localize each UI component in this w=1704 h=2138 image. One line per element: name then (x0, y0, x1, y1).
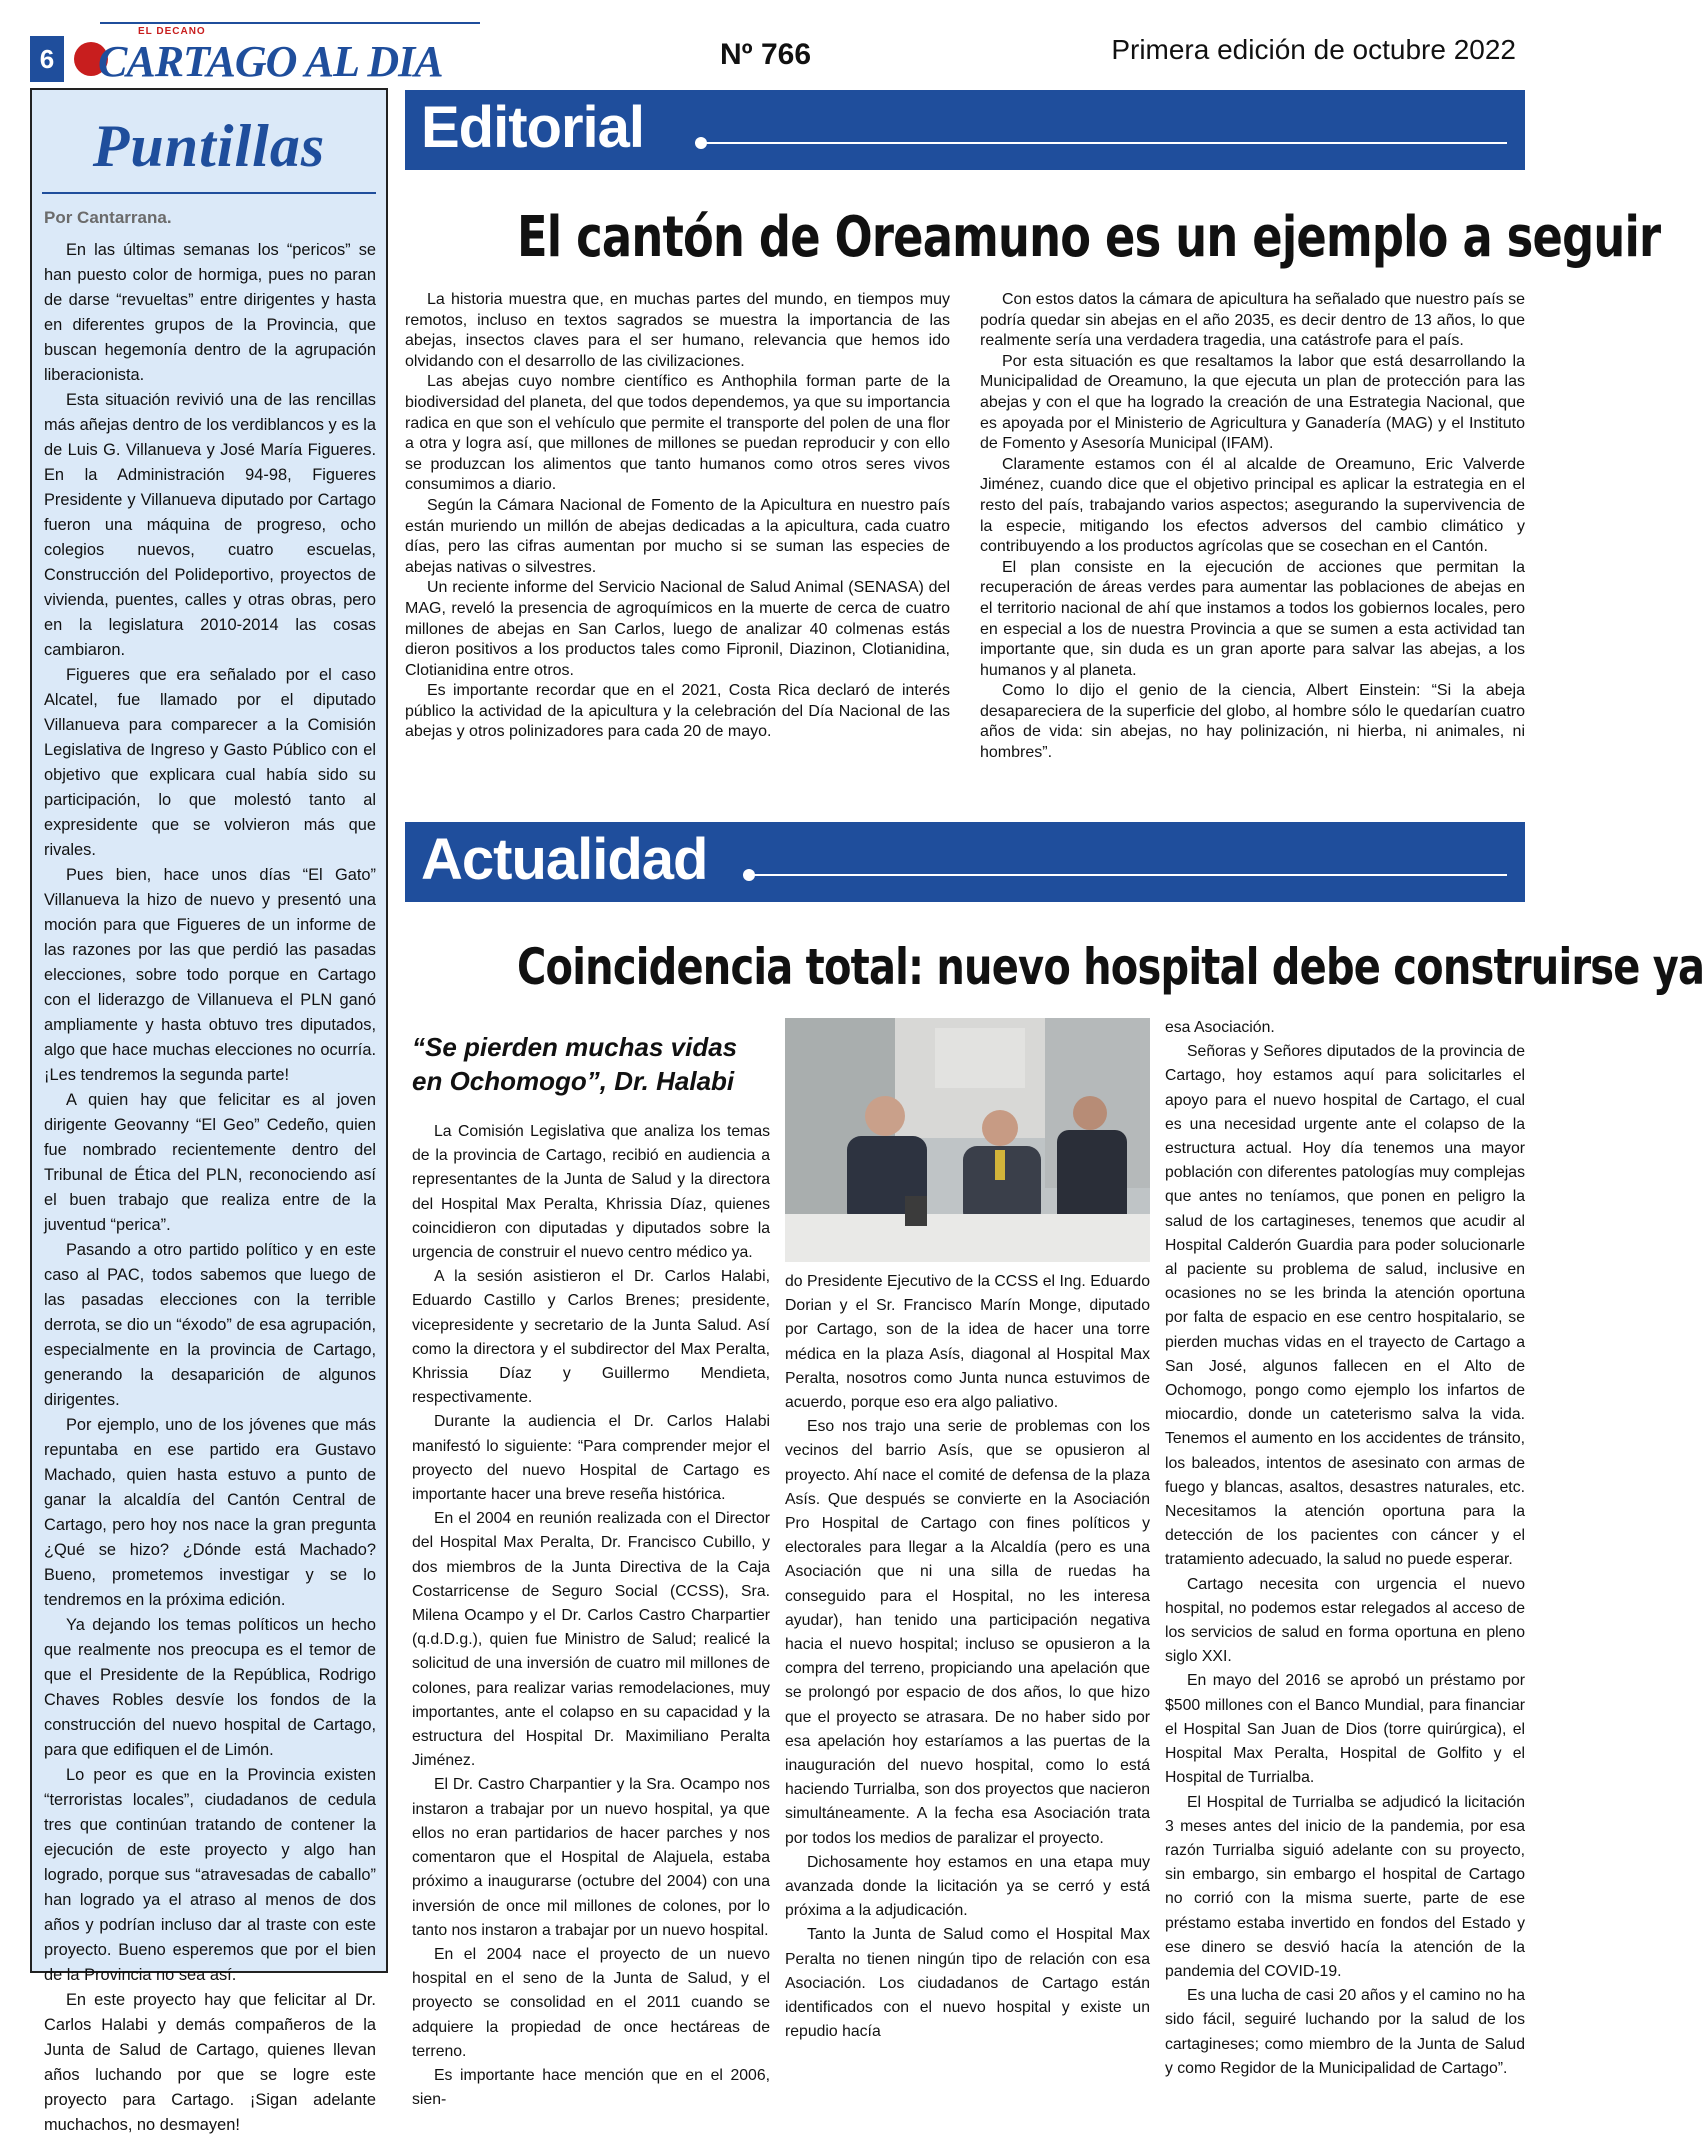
actualidad-paragraph: En mayo del 2016 se aprobó un préstamo por $500 millones con el Banco Mundial, para financiar el Hospital San Juan de Dios (torre quirúrgica), el Hospital Max Peralta, Hospital de Golfito y el Hospital de Turrialba. (1165, 1672, 1525, 1787)
editorial-column-2 (980, 290, 1525, 764)
editorial-section-label: Editorial (421, 95, 645, 160)
logo-tagline: EL DECANO (138, 26, 206, 37)
puntillas-column (30, 88, 388, 2134)
editorial-paragraph: Es importante recordar que en el 2021, Costa Rica declaró de interés público la actividad de la apicultura y la celebración del Día Nacional de las abejas y otros polinizadores para cada 20 de mayo. (405, 682, 950, 741)
actualidad-column-2 (785, 1270, 1150, 2045)
editorial-paragraph: Claramente estamos con él al alcalde de Oreamuno, Eric Valverde Jiménez, cuando dice que el objetivo principal es aplicar la estrategia en el resto del país, trabajando varios aspectos; asegurando la supervivencia de la especie, mitigando los efectos adversos del cambio climático y contribuyendo a los productos agrícolas que se cosechan en el Cantón. (980, 455, 1525, 556)
actualidad-paragraph: Cartago necesita con urgencia el nuevo hospital, no podemos estar relegados al acceso de los servicios de salud en forma oportuna en pleno siglo XXI. (1165, 1575, 1525, 1666)
actualidad-paragraph: A la sesión asistieron el Dr. Carlos Halabi, Eduardo Castillo y Carlos Brenes; presidente, vicepresidente y secretario de la Junta Salud. Así como la directora y el subdirector del Max Peralta, Khrissia Díaz y Guillermo Mendieta, respectivamente. (412, 1268, 770, 1407)
editorial-paragraph: Por esta situación es que resaltamos la labor que está desarrollando la Municipalidad de Oreamuno, la que ejecuta un plan de protección para las abejas y con el que ha logrado la creación de una Estrategia Nacional, que es apoyada por el Ministerio de Agricultura y Ganadería (MAG) y el Instituto de Fomento y Asesoría Municipal (IFAM). (980, 352, 1525, 453)
edition-date: Primera edición de octubre 2022 (1111, 34, 1516, 65)
actualidad-section-label: Actualidad (421, 827, 708, 892)
page-number: 6 (30, 36, 64, 82)
actualidad-paragraph: Es una lucha de casi 20 años y el camino no ha sido fácil, seguiré luchando por la salud de los cartagineses; como miembro de la Junta de Salud y como Regidor de la Municipalidad de Cartago”. (1165, 1987, 1525, 2077)
actualidad-paragraph: Es importante hace mención que en el 2006, sien- (412, 2066, 770, 2109)
actualidad-section-bar (405, 822, 1525, 902)
actualidad-subhead: “Se pierden muchas vidas en Ochomogo”, Dr. Halabi (412, 1032, 738, 1096)
hearing-photo-illustration (785, 1018, 1150, 1262)
actualidad-headline: Coincidencia total: nuevo hospital debe construirse ya (517, 938, 1704, 996)
puntillas-title: Puntillas (92, 113, 326, 179)
actualidad-paragraph: Dichosamente hoy estamos en una etapa muy avanzada donde la licitación ya se cerró y está próxima a la adjudicación. (785, 1853, 1150, 1920)
newspaper-logo[interactable] (74, 26, 443, 86)
editorial-paragraph: Un reciente informe del Servicio Nacional de Salud Animal (SENASA) del MAG, reveló la presencia de agroquímicos en la muerte de cerca de cuatro millones de abejas en San Carlos, luego de analizar 40 colmenas estás dieron positivos a los productos tales como Fipronil, Diazinon, Clotianidina, Clotianidina entre otros. (405, 579, 950, 679)
committee-photo (785, 1018, 1150, 1262)
puntillas-paragraph: Pasando a otro partido político y en este caso al PAC, todos sabemos que luego de las pasadas elecciones con la terrible derrota, se dio un “éxodo” de esa agrupación, especialmente en la provincia de Cartago, generando la desaparición de algunos dirigentes. (44, 1241, 376, 1409)
puntillas-paragraph: Esta situación revivió una de las rencillas más añejas dentro de los verdiblancos y es la de Luis G. Villanueva y José María Figueres. En la Administración 94-98, Figueres Presidente y Villanueva diputado por Cartago fueron una máquina de progreso, ocho colegios nuevos, cuatro escuelas, Construcción del Polideportivo, proyectos de vivienda, puentes, calles y otras obras, pero en la legislatura 2010-2014 las cosas cambiaron. (44, 391, 376, 659)
puntillas-paragraph: Por ejemplo, uno de los jóvenes que más repuntaba en ese partido era Gustavo Machado, quien hasta estuvo a punto de ganar la alcaldía del Cantón Central de Cartago, pero hoy nos nace la gran pregunta ¿Qué se hizo? ¿Dónde está Machado? Bueno, prometemos investigar y se lo tendremos en la próxima edición. (44, 1416, 376, 1609)
actualidad-paragraph: Eso nos trajo una serie de problemas con los vecinos del barrio Asís, que se opusieron al proyecto. Ahí nace el comité de defensa de la plaza Asís. Que después se convierte en la Asociación Pro Hospital de Cartago con fines políticos y electorales para llegar a la Alcaldía (pero es una Asociación que ni una silla de ruedas ha conseguido para el Hospital, no les interesa ayudar), han tenido una participación negativa hacia el nuevo hospital; incluso se opusieron a la compra del terreno, propiciando una apelación que se prolongó por espacio de dos años, lo que hizo que el proyecto se atrasara. De no haber sido por esa apelación hoy estaríamos a las puertas de la inauguración del nuevo hospital, como lo está haciendo Turrialba, son dos proyectos que nacieron simultáneamente. A la fecha esa Asociación trata por todos los medios de paralizar el proyecto. (785, 1418, 1150, 1847)
logo-name: CARTAGO AL DIA (98, 37, 443, 86)
puntillas-body (44, 238, 376, 2138)
section-rule (701, 142, 1507, 144)
puntillas-paragraph: Pues bien, hace unos días “El Gato” Villanueva la hizo de nuevo y presentó una moción para que Figueres de un informe de las razones por las que perdió las pasadas elecciones, sobre todo porque en Cartago con el liderazgo de Villanueva el PLN ganó ampliamente y hasta obtuvo tres diputados, algo que hace muchas elecciones no ocurría. ¡Les tendremos la segunda parte! (44, 866, 376, 1084)
issue-number: Nº 766 (720, 38, 812, 71)
editorial-paragraph: Como lo dijo el genio de la ciencia, Albert Einstein: “Si la abeja desapareciera de la superficie del globo, al hombre sólo le quedarían cuatro años de vida: sin abejas, no hay polinización, ni hierba, ni animales, ni hombres”. (980, 682, 1525, 762)
actualidad-paragraph: En el 2004 en reunión realizada con el Director del Hospital Max Peralta, Dr. Francisco Cubillo, y dos miembros de la Junta Directiva de la Caja Costarricense de Seguro Social (CCSS), Sra. Milena Ocampo y el Dr. Carlos Castro Charpartier (q.d.D.g.), quien fue Ministro de Salud; realicé la solicitud de una inversión de cuatro mil millones de colones, para realizar varias remodelaciones, muy importantes, ante el colapso en su capacidad y la estructura del Hospital Dr. Maximiliano Peralta Jiménez. (412, 1510, 770, 1770)
actualidad-paragraph: esa Asociación. (1165, 1019, 1275, 1036)
puntillas-rule (42, 192, 376, 194)
actualidad-paragraph: En el 2004 nace el proyecto de un nuevo hospital en el seno de la Junta de Salud, y el proyecto se consolidad en el 2011 cuando se adquiere la propiedad de once hectáreas de terreno. (412, 1945, 770, 2060)
actualidad-column-1 (412, 1120, 770, 2112)
editorial-paragraph: Según la Cámara Nacional de Fomento de la Apicultura en nuestro país están muriendo un millón de abejas dedicadas a la apicultura, cada cuatro días, pero las cifras aumentan por mucho si se suman las especies de abejas nativas o silvestres. (405, 496, 950, 576)
actualidad-paragraph: La Comisión Legislativa que analiza los temas de la provincia de Cartago, recibió en audiencia a representantes de la Junta de Salud y la directora del Hospital Max Peralta, Khrissia Díaz, quienes coincidieron con diputadas y diputados sobre la urgencia de construir el nuevo centro médico ya. (412, 1123, 770, 1262)
editorial-column-1 (405, 290, 950, 743)
editorial-paragraph: Con estos datos la cámara de apicultura ha señalado que nuestro país se podría quedar sin abejas en el año 2035, es decir dentro de 13 años, lo que realmente sería una verdadera tragedia, una catástrofe para el país. (980, 291, 1525, 350)
page-header (30, 22, 1540, 86)
puntillas-paragraph: En las últimas semanas los “pericos” se han puesto color de hormiga, pues no paran de darse “revueltas” entre dirigentes y hasta en diferentes grupos de la Provincia, que buscan hegemonía dentro de la agrupación liberacionista. (44, 241, 376, 384)
actualidad-paragraph: Durante la audiencia el Dr. Carlos Halabi manifestó lo siguiente: “Para comprender mejor el proyecto del nuevo Hospital de Cartago es importante hacer una breve reseña histórica. (412, 1413, 770, 1504)
puntillas-paragraph: Figueres que era señalado por el caso Alcatel, fue llamado por el diputado Villanueva para comparecer a la Comisión Legislativa de Ingreso y Gasto Público con el objetivo que explicara cual había sido su participación, lo que molestó tanto al expresidente que se volvieron más que rivales. (44, 666, 376, 859)
editorial-paragraph: El plan consiste en la ejecución de acciones que permitan la recuperación de áreas verdes para aumentar las poblaciones de abejas en el territorio nacional de ahí que instamos a todos los gobiernos locales, pero en especial a los de nuestra Provincia a que se sumen a esta actividad tan importante que, sin duda es un gran aporte para salvar las abejas, a los humanos y al planeta. (980, 558, 1525, 679)
editorial-paragraph: La historia muestra que, en muchas partes del mundo, en tiempos muy remotos, incluso en textos sagrados se muestra la importancia de las abejas, insectos claves para el ser humano, relevancia que hemos ido olvidando con el desarrollo de las civilizaciones. (405, 291, 950, 370)
section-rule (749, 874, 1507, 876)
editorial-paragraph: Las abejas cuyo nombre científico es Anthophila forman parte de la biodiversidad del planeta, del que todos dependemos, ya que su importancia radica en que son el vehículo que permite el transporte del polen de una flor a otra y logra así, que millones de millones se puedan reproducir y con ello se produzcan los alimentos que tanto humanos como otros seres vivos consumimos a diario. (405, 373, 950, 494)
actualidad-paragraph: El Dr. Castro Charpantier y la Sra. Ocampo nos instaron a trabajar por un nuevo hospital, ya que ellos no eran partidarios de hacer parches y nos comentaron que el Hospital de Alajuela, estaba próximo a inaugurarse (octubre del 2004) con una inversión de once mil millones de colones, por lo tanto nos instaron a trabajar por un nuevo hospital. (412, 1776, 770, 1939)
puntillas-paragraph: Lo peor es que en la Provincia existen “terroristas locales”, ciudadanos de cedula tres que continúan tratando de contener la ejecución de este proyecto y algo han logrado, porque sus “atravesadas de caballo” han logrado ya el atraso al menos de dos años y podrían incluso dar al traste con este proyecto. Bueno esperemos que por el bien de la Provincia no sea así. (44, 1766, 376, 1984)
editorial-section-bar (405, 90, 1525, 170)
puntillas-paragraph: A quien hay que felicitar es al joven dirigente Geovanny “El Geo” Cedeño, quien fue nombrado recientemente dentro del Tribunal de Ética del PLN, reconociendo así el buen trabajo que realiza entre de la juventud “perica”. (44, 1091, 376, 1234)
actualidad-paragraph: do Presidente Ejecutivo de la CCSS el Ing. Eduardo Dorian y el Sr. Francisco Marín Monge, diputado por Cartago, son de la idea de hacer una torre médica en la plaza Asís, diagonal al Hospital Max Peralta, nosotros como Junta nunca estuvimos de acuerdo, porque eso era algo paliativo. (785, 1273, 1150, 1412)
puntillas-paragraph: Ya dejando los temas políticos un hecho que realmente nos preocupa es el temor de que el Presidente de la República, Rodrigo Chaves Robles desvíe los fondos de la construcción del nuevo hospital de Cartago, para que edifiquen el de Limón. (44, 1616, 376, 1759)
actualidad-column-3 (1165, 1016, 1525, 2081)
actualidad-paragraph: El Hospital de Turrialba se adjudicó la licitación 3 meses antes del inicio de la pandemia, por esa razón Turrialba siguió adelante con su proyecto, sin embargo, sin embargo el hospital de Cartago no corrió con la misma suerte, parte de ese préstamo estaba invertido en fondos del Estado y ese dinero se desvió hacía la atención de la pandemia del COVID-19. (1165, 1793, 1525, 1980)
puntillas-byline: Por Cantarrana. (44, 208, 172, 227)
editorial-headline: El cantón de Oreamuno es un ejemplo a seguir (517, 205, 1661, 270)
header-rule (100, 22, 480, 24)
actualidad-paragraph: Tanto la Junta de Salud como el Hospital Max Peralta no tienen ningún tipo de relación con esa Asociación. Los ciudadanos de Cartago están identificados con el nuevo hospital y existe un repudio hacía (785, 1926, 1150, 2041)
actualidad-paragraph: Señoras y Señores diputados de la provincia de Cartago, hoy estamos aquí para solicitarles el apoyo para el nuevo hospital de Cartago, el cual es una necesidad urgente ante el colapso de la estructura actual. Hoy día tenemos una mayor población con diferentes patologías muy complejas que antes no teníamos, que ponen en peligro la salud de los cartagineses, tenemos que acudir al Hospital Calderón Guardia para poder solucionarle al paciente su problema de salud, inclusive en ocasiones no se les brinda la atención oportuna por falta de espacio en ese centro hospitalario, se pierden muchas vidas en el trayecto de Cartago a San José, algunos fallecen en el Alto de Ochomogo, pongo como ejemplo los infartos de miocardio, donde un cateterismo salva la vida. Tenemos el aumento en los accidentes de tránsito, los baleados, intentos de asesinato con armas de fuego y blancas, asaltos, desastres naturales, etc. Necesitamos la atención oportuna para la detección de los pacientes con cáncer y el tratamiento adecuado, la salud no puede esperar. (1165, 1043, 1525, 1569)
puntillas-paragraph: En este proyecto hay que felicitar al Dr. Carlos Halabi y demás compañeros de la Junta de Salud de Cartago, quienes llevan años luchando por que se logre este proyecto para Cartago. ¡Sigan adelante muchachos, no desmayen! (44, 1991, 376, 2134)
